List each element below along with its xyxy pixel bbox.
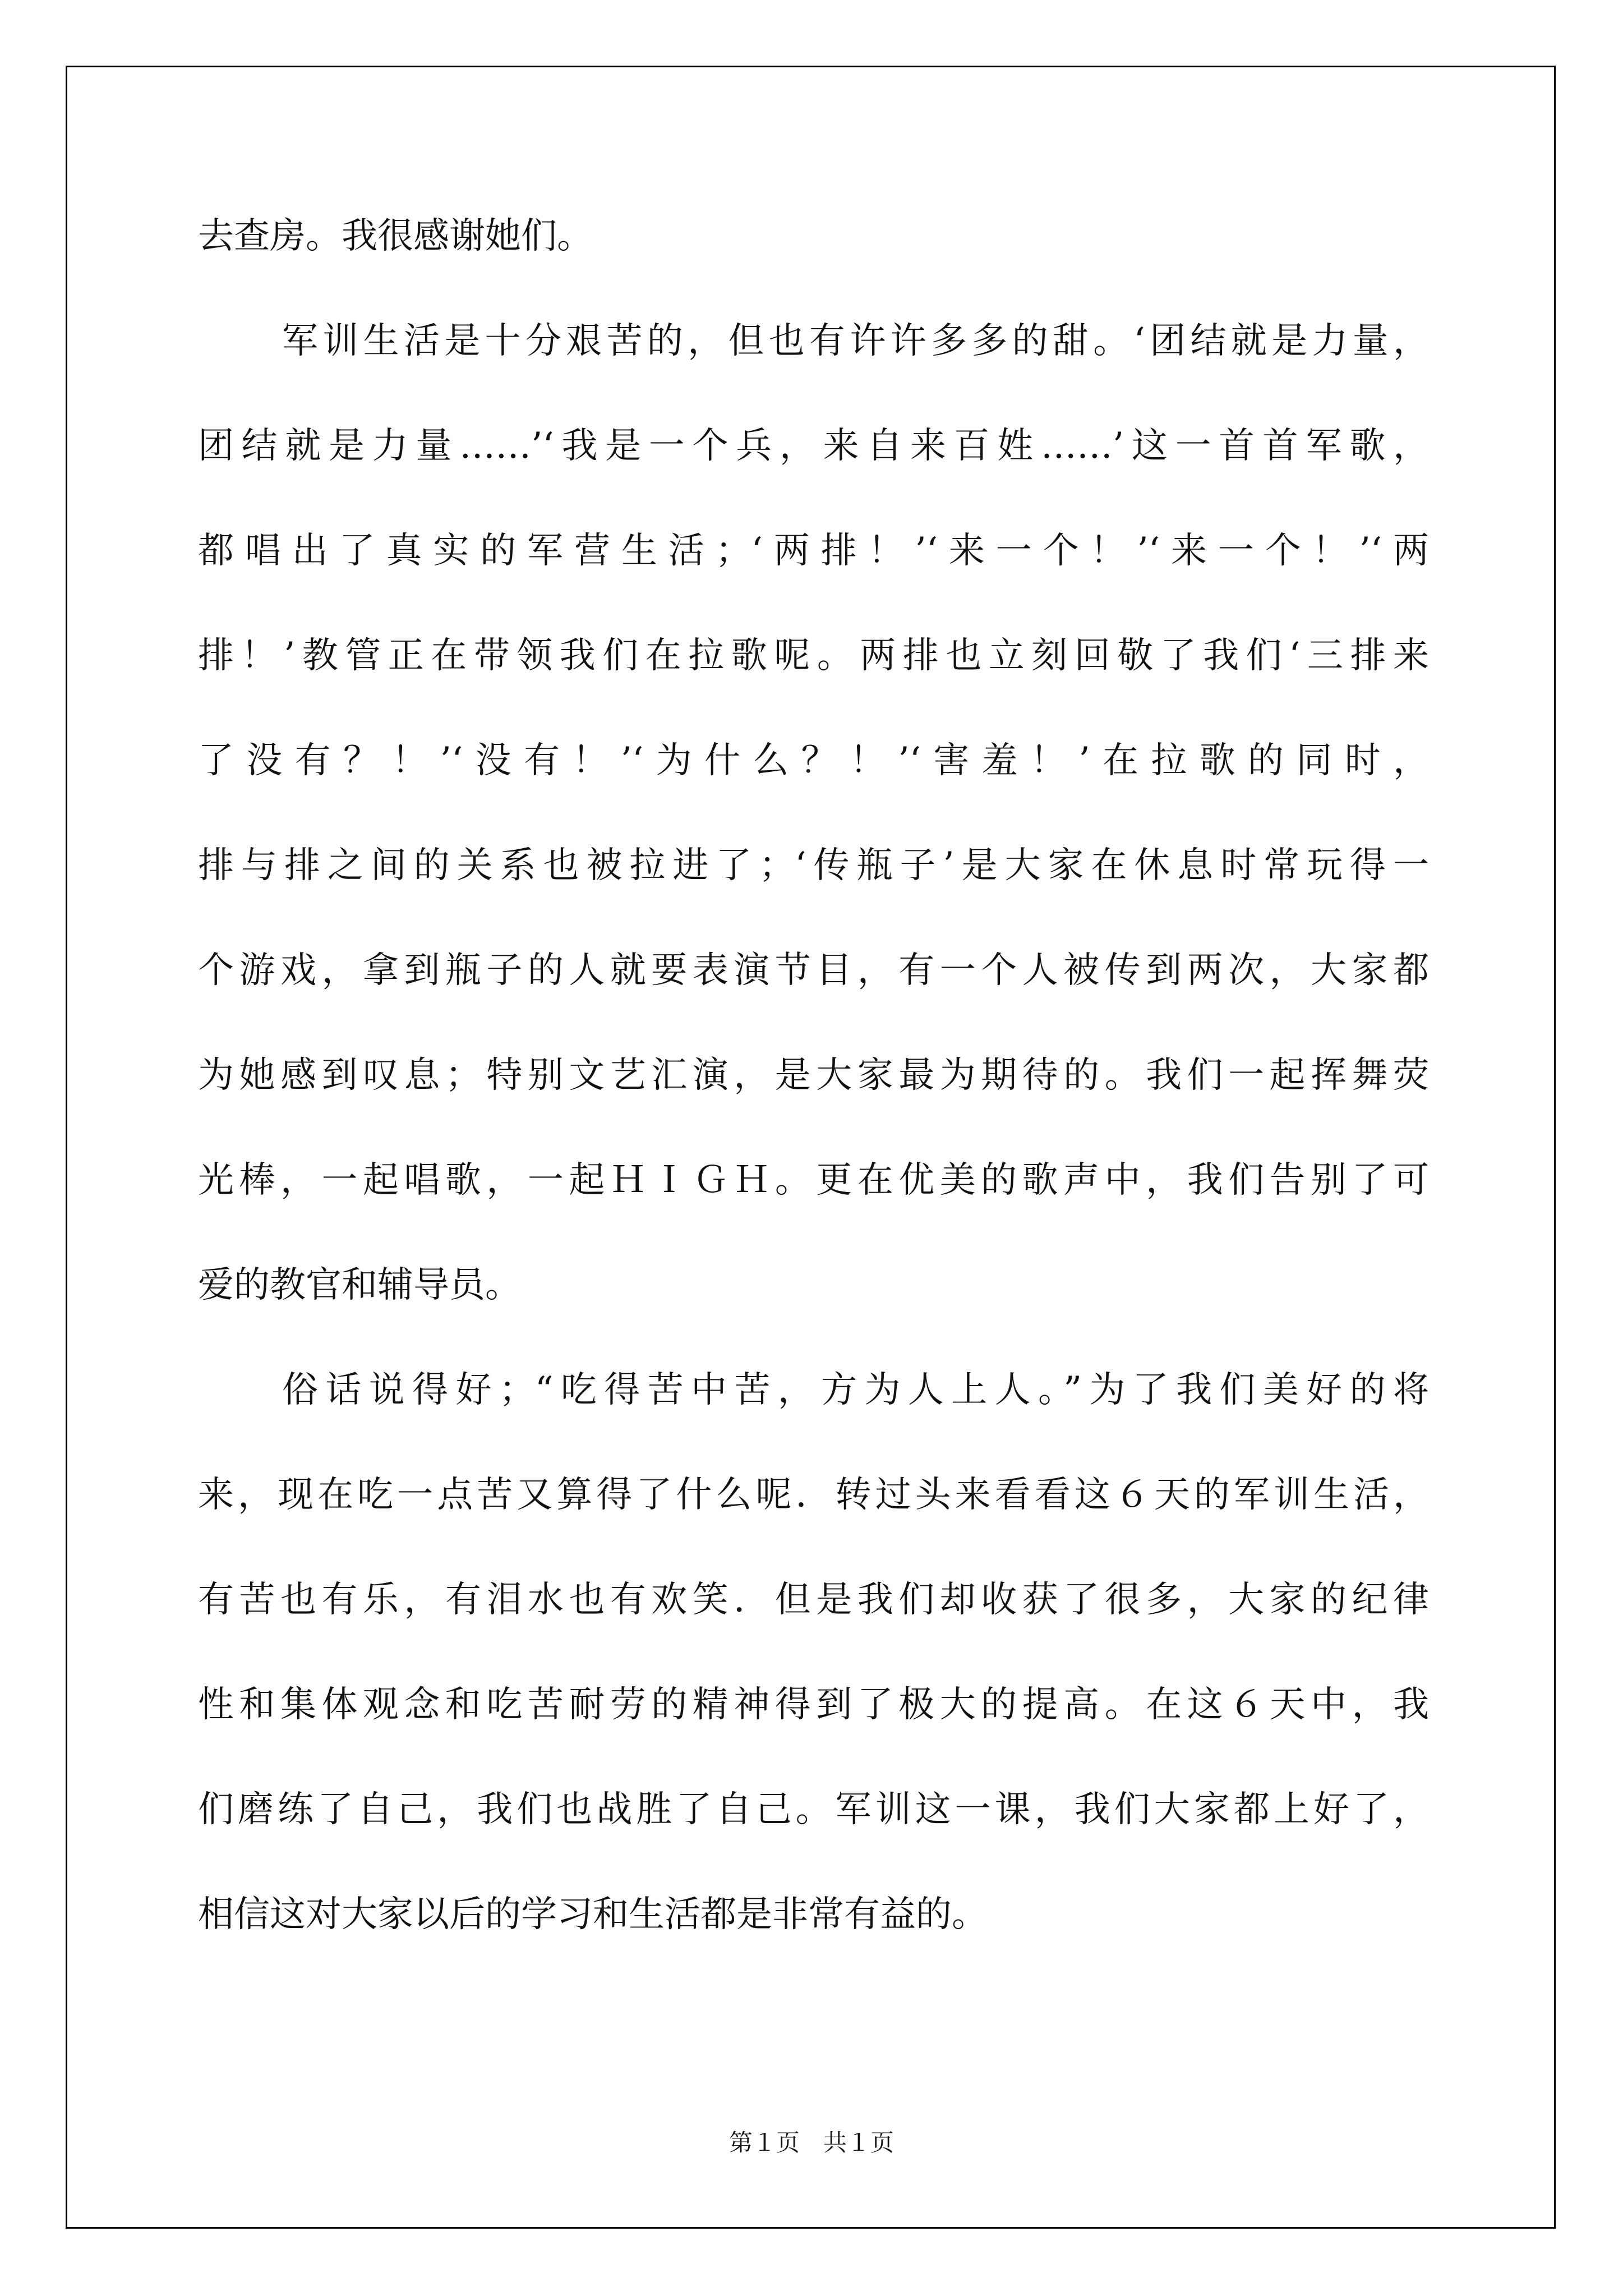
- text-line: 都唱出了真实的军营生活；‘两排！’‘来一个！’‘来一个！’‘两: [198, 530, 1429, 572]
- document-body: [198, 184, 1429, 1967]
- text-line: 性和集体观念和吃苦耐劳的精神得到了极大的提高。在这６天中，我: [198, 1684, 1429, 1726]
- text-line: 有苦也有乐，有泪水也有欢笑．但是我们却收获了很多，大家的纪律: [198, 1579, 1429, 1621]
- text-line: 为她感到叹息；特别文艺汇演，是大家最为期待的。我们一起挥舞荧: [198, 1055, 1429, 1096]
- text-line: 来，现在吃一点苦又算得了什么呢．转过头来看看这６天的军训生活，: [198, 1474, 1429, 1516]
- text-line: 爱的教官和辅导员。: [198, 1264, 521, 1306]
- text-line: 排！’教管正在带领我们在拉歌呢。两排也立刻回敬了我们‘三排来: [198, 635, 1429, 677]
- text-line: 了没有？！’‘没有！’‘为什么？！’‘害羞！’在拉歌的同时，: [198, 740, 1429, 781]
- text-line: 团结就是力量……’‘我是一个兵，来自来百姓……’这一首首军歌，: [198, 425, 1429, 467]
- text-line: 排与排之间的关系也被拉进了；‘传瓶子’是大家在休息时常玩得一: [198, 845, 1429, 886]
- text-line: 光棒，一起唱歌，一起ＨＩＧＨ。更在优美的歌声中，我们告别了可: [198, 1159, 1429, 1201]
- page-footer: 第１页 共１页: [728, 2129, 894, 2156]
- text-line: 军训生活是十分艰苦的，但也有许许多多的甜。‘团结就是力量，: [282, 320, 1429, 362]
- text-line: 相信这对大家以后的学习和生活都是非常有益的。: [198, 1894, 988, 1935]
- text-line: 们磨练了自己，我们也战胜了自己。军训这一课，我们大家都上好了，: [198, 1789, 1429, 1830]
- text-line: 个游戏，拿到瓶子的人就要表演节目，有一个人被传到两次，大家都: [198, 950, 1429, 991]
- text-line: 去查房。我很感谢她们。: [198, 215, 593, 257]
- text-line: 俗话说得好；“吃得苦中苦，方为人上人。”为了我们美好的将: [282, 1369, 1429, 1411]
